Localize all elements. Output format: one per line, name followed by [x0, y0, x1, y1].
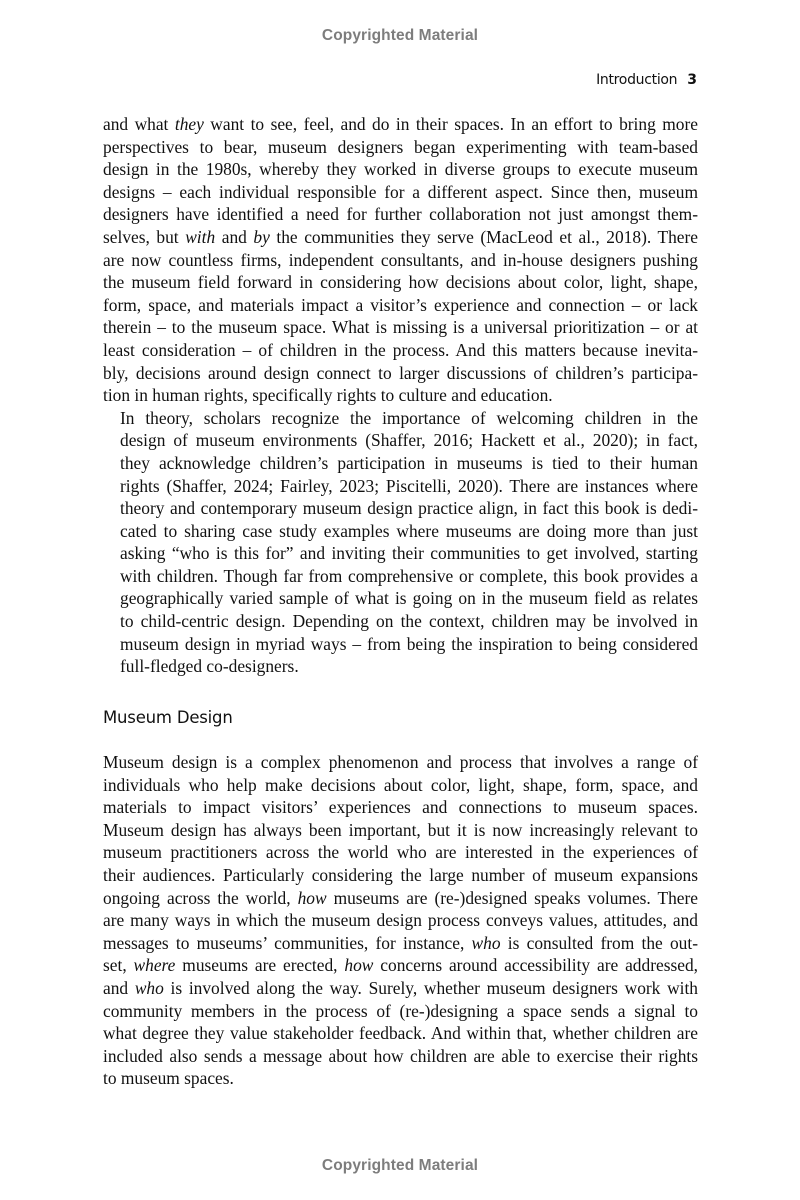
text-line: design in the 1980s, whereby they worked in diverse groups to execute museum: [103, 159, 698, 180]
text-line: museum practitioners across the world who are interested in the experiences of: [103, 842, 698, 863]
text-line: what degree they value stakeholder feedback. And within that, whether children are: [103, 1023, 698, 1044]
text-line: least consideration – of children in the process. And this matters because inevita-: [103, 339, 698, 360]
text-line: materials to impact visitors’ experiences and connections to museum spaces.: [103, 797, 698, 818]
emphasis: with: [185, 226, 216, 247]
text-line: and what they want to see, feel, and do in their spaces. In an effort to bring more: [103, 114, 698, 134]
text-line: set, where museums are erected, how concerns around accessibility are addressed,: [103, 955, 699, 976]
text-line: asking “who is this for” and inviting their communities to get involved, starting: [120, 543, 698, 564]
text-line: are many ways in which the museum design process conveys values, attitudes, and: [103, 910, 698, 931]
museum-design-body-text: [103, 751, 698, 1090]
paragraph: [103, 407, 698, 678]
emphasis: how: [344, 955, 374, 976]
intro-body-text: [103, 113, 698, 678]
paragraph: [103, 113, 698, 407]
text-line: they acknowledge children’s participation in museums is tied to their human: [120, 452, 698, 473]
text-line: the museum field forward in considering how decisions about color, light, shape,: [103, 272, 698, 293]
text-line: individuals who help make decisions about color, light, shape, form, space, and: [103, 774, 698, 795]
emphasis: where: [133, 955, 176, 976]
text-line: to museum spaces.: [103, 1068, 234, 1089]
text-line: form, space, and materials impact a visitor’s experience and connection – or lack: [103, 294, 698, 315]
text-line: therein – to the museum space. What is missing is a universal prioritization – or at: [103, 317, 698, 338]
text-line: rights (Shaffer, 2024; Fairley, 2023; Piscitelli, 2020). There are instances where: [120, 475, 698, 496]
copyright-watermark-bottom: Copyrighted Material: [321, 1157, 479, 1174]
text-line: ongoing across the world, how museums are (re-)designed speaks volumes. There: [103, 887, 698, 908]
text-line: and who is involved along the way. Surely, whether museum designers work with: [103, 977, 698, 998]
text-line: full-fledged co-designers.: [120, 656, 299, 677]
text-line: their audiences. Particularly considering the large number of museum expansions: [103, 864, 698, 885]
emphasis: they: [174, 114, 204, 134]
text-line: museum design in myriad ways – from being the inspiration to being considered: [120, 633, 698, 654]
text-line: selves, but with and by the communities they serve (MacLeod et al., 2018). There: [103, 226, 699, 247]
page-number: 3: [687, 72, 697, 88]
text-line: are now countless firms, independent consultants, and in-house designers pushing: [103, 249, 698, 270]
text-line: designers have identified a need for further collaboration not just amongst them-: [103, 204, 698, 225]
emphasis: who: [134, 977, 164, 998]
emphasis: by: [253, 226, 270, 247]
text-line: tion in human rights, specifically rights to culture and education.: [103, 385, 553, 406]
emphasis: who: [471, 932, 501, 953]
text-line: bly, decisions around design connect to larger discussions of children’s participa-: [103, 362, 698, 383]
text-line: Museum design has always been important, but it is now increasingly relevant to: [103, 819, 698, 840]
text-line: with children. Though far from comprehensive or complete, this book provides a: [120, 565, 698, 586]
section-heading: Museum Design: [103, 708, 233, 727]
text-line: geographically varied sample of what is going on in the museum field as relates: [120, 588, 698, 609]
text-line: included also sends a message about how children are able to exercise their rights: [103, 1045, 698, 1066]
text-line: In theory, scholars recognize the importance of welcoming children in the: [120, 407, 698, 428]
text-line: to child-centric design. Depending on the context, children may be involved in: [120, 611, 698, 632]
emphasis: how: [297, 887, 327, 908]
text-line: theory and contemporary museum design practice align, in fact this book is dedi-: [120, 498, 698, 519]
text-line: design of museum environments (Shaffer, 2016; Hackett et al., 2020); in fact,: [120, 430, 698, 451]
text-line: messages to museums’ communities, for instance, who is consulted from the out-: [103, 932, 698, 953]
text-line: perspectives to bear, museum designers began experimenting with team-based: [103, 136, 698, 157]
running-head-section-title: Introduction: [596, 72, 678, 88]
copyright-watermark-top: Copyrighted Material: [321, 27, 479, 44]
text-line: cated to sharing case study examples where museums are doing more than just: [120, 520, 698, 541]
paragraph: [103, 751, 698, 1090]
text-line: Museum design is a complex phenomenon and process that involves a range of: [103, 752, 698, 772]
running-head: [596, 72, 697, 88]
text-line: community members in the process of (re-)designing a space sends a signal to: [103, 1000, 698, 1021]
text-line: designs – each individual responsible for a different aspect. Since then, museum: [103, 181, 698, 202]
